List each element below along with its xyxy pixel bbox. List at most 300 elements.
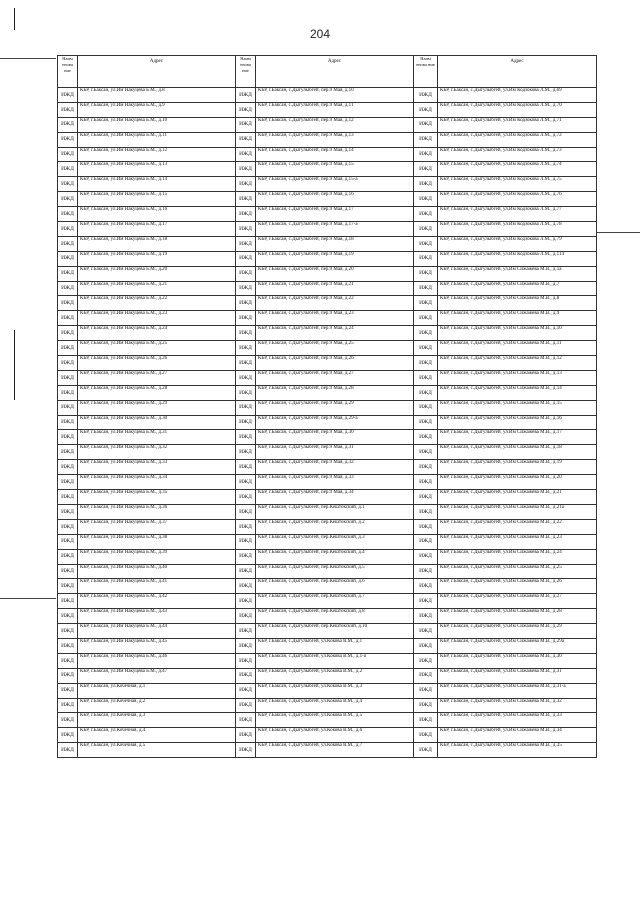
address-cell: КБР, г.Баксан, с.Дыгулыбгей, ул.Им Сижажева М.В., д.14 bbox=[438, 385, 597, 400]
address-cell: КБР, г.Баксан, ул.Им Накуцева Б.М., д.16 bbox=[78, 207, 236, 222]
table-body bbox=[58, 88, 597, 758]
address-cell: КБР, г.Баксан, с.Дыгулыбгей, пер.Кештокский, д.10 bbox=[256, 624, 414, 639]
address-cell: КБР, г.Баксан, ул.Им Накуцева Б.М., д.39 bbox=[78, 549, 236, 564]
building-type-cell: ИЖД bbox=[58, 624, 78, 639]
building-type-cell: ИЖД bbox=[414, 638, 438, 653]
table-row bbox=[58, 400, 597, 415]
column-header-address: Адрес bbox=[78, 56, 236, 88]
address-cell: КБР, г.Баксан, ул.Им Накуцева Б.М., д.44 bbox=[78, 624, 236, 639]
address-cell: КБР, г.Баксан, с.Дыгулыбгей, ул.Им Сижажева М.В., д.10 bbox=[438, 326, 597, 341]
address-cell: КБР, г.Баксан, ул.Кочечная, д.4 bbox=[78, 728, 236, 743]
building-type-cell: ИЖД bbox=[236, 400, 256, 415]
fold-line-left bbox=[0, 58, 56, 59]
building-type-cell: ИЖД bbox=[414, 266, 438, 281]
address-cell: КБР, г.Баксан, с.Дыгулыбгей, ул.Им Кодзокова Л.М., д.73 bbox=[438, 147, 597, 162]
table-row bbox=[58, 668, 597, 683]
building-type-cell: ИЖД bbox=[58, 251, 78, 266]
address-cell: КБР, г.Баксан, с.Дыгулыбгей, ул.Им Сижажева М.В., д.11 bbox=[438, 341, 597, 356]
address-cell: КБР, г.Баксан, ул.Им Накуцева Б.М., д.27 bbox=[78, 370, 236, 385]
building-type-cell: ИЖД bbox=[236, 698, 256, 713]
building-type-cell: ИЖД bbox=[58, 534, 78, 549]
address-cell: КБР, г.Баксан, ул.Им Накуцева Б.М., д.30 bbox=[78, 415, 236, 430]
fold-line-left-lower bbox=[0, 598, 56, 599]
building-type-cell: ИЖД bbox=[236, 88, 256, 103]
building-type-cell: ИЖД bbox=[414, 609, 438, 624]
address-cell: КБР, г.Баксан, с.Дыгулыбгей, ул.Им Сижажева М.В., д.30 bbox=[438, 653, 597, 668]
building-type-cell: ИЖД bbox=[236, 594, 256, 609]
address-cell: КБР, г.Баксан, с.Дыгулыбгей, ул.Им Сижажева М.В., д.29а bbox=[438, 638, 597, 653]
address-cell: КБР, г.Баксан, с.Дыгулыбгей, ул.Им Сижажева М.В., д.33 bbox=[438, 713, 597, 728]
building-type-cell: ИЖД bbox=[236, 326, 256, 341]
building-type-cell: ИЖД bbox=[414, 534, 438, 549]
table-row bbox=[58, 490, 597, 505]
address-cell: КБР, г.Баксан, ул.Им Накуцева Б.М., д.22 bbox=[78, 296, 236, 311]
building-type-cell: ИЖД bbox=[414, 430, 438, 445]
building-type-cell: ИЖД bbox=[58, 341, 78, 356]
table-row bbox=[58, 147, 597, 162]
table-row bbox=[58, 266, 597, 281]
building-type-cell: ИЖД bbox=[414, 147, 438, 162]
page-number: 204 bbox=[309, 27, 331, 41]
address-cell: КБР, г.Баксан, с.Дыгулыбгей, ул.Им Сижажева М.В., д.26 bbox=[438, 579, 597, 594]
building-type-cell: ИЖД bbox=[58, 609, 78, 624]
building-type-cell: ИЖД bbox=[236, 296, 256, 311]
building-type-cell: ИЖД bbox=[58, 162, 78, 177]
address-cell: КБР, г.Баксан, ул.Им Накуцева Б.М., д.13 bbox=[78, 162, 236, 177]
address-cell: КБР, г.Баксан, с.Дыгулыбгей, ул.Им Кодзокова Л.М., д.78 bbox=[438, 222, 597, 237]
table-row bbox=[58, 162, 597, 177]
building-type-cell: ИЖД bbox=[414, 698, 438, 713]
building-type-cell: ИЖД bbox=[236, 445, 256, 460]
address-cell: КБР, г.Баксан, ул.Им Накуцева Б.М., д.11 bbox=[78, 132, 236, 147]
building-type-cell: ИЖД bbox=[414, 281, 438, 296]
building-type-cell: ИЖД bbox=[58, 638, 78, 653]
address-cell: КБР, г.Баксан, ул.Им Накуцева Б.М., д.37 bbox=[78, 519, 236, 534]
address-cell: КБР, г.Баксан, с.Дыгулыбгей, ул.Им Сижажева М.В., д.17 bbox=[438, 430, 597, 445]
address-cell: КБР, г.Баксан, ул.Им Накуцева Б.М., д.43 bbox=[78, 609, 236, 624]
address-cell: КБР, г.Баксан, с.Дыгулыбгей, пер.Кештокский, д.5 bbox=[256, 564, 414, 579]
table-row bbox=[58, 415, 597, 430]
building-type-cell: ИЖД bbox=[58, 222, 78, 237]
address-cell: КБР, г.Баксан, с.Дыгулыбгей, ул.Им Кодзокова Л.М., д.77 bbox=[438, 207, 597, 222]
address-cell: КБР, г.Баксан, ул.Им Накуцева Б.М., д.23 bbox=[78, 311, 236, 326]
building-type-cell: ИЖД bbox=[236, 356, 256, 371]
table-row bbox=[58, 311, 597, 326]
building-type-cell: ИЖД bbox=[414, 207, 438, 222]
address-cell: КБР, г.Баксан, ул.Им Накуцева Б.М., д.12 bbox=[78, 147, 236, 162]
address-cell: КБР, г.Баксан, с.Дыгулыбгей, пер.Кештокский, д.3 bbox=[256, 534, 414, 549]
building-type-cell: ИЖД bbox=[58, 430, 78, 445]
building-type-cell: ИЖД bbox=[414, 549, 438, 564]
address-cell: КБР, г.Баксан, с.Дыгулыбгей, пер.9 Мая, д.34 bbox=[256, 490, 414, 505]
building-type-cell: ИЖД bbox=[236, 207, 256, 222]
address-cell: КБР, г.Баксан, ул.Им Накуцева Б.М., д.38 bbox=[78, 534, 236, 549]
address-cell: КБР, г.Баксан, с.Дыгулыбгей, пер.9 Мая, д.20 bbox=[256, 266, 414, 281]
address-cell: КБР, г.Баксан, с.Дыгулыбгей, ул.Им Сижажева М.В., д.21а bbox=[438, 504, 597, 519]
building-type-cell: ИЖД bbox=[236, 653, 256, 668]
address-cell: КБР, г.Баксан, с.Дыгулыбгей, ул.Им Сижажева М.В., д.27 bbox=[438, 594, 597, 609]
address-cell: КБР, г.Баксан, ул.Им Накуцева Б.М., д.35 bbox=[78, 490, 236, 505]
table-row bbox=[58, 251, 597, 266]
building-type-cell: ИЖД bbox=[58, 370, 78, 385]
scan-mark-left-edge bbox=[14, 330, 15, 400]
building-type-cell: ИЖД bbox=[236, 549, 256, 564]
building-type-cell: ИЖД bbox=[414, 356, 438, 371]
address-cell: КБР, г.Баксан, с.Дыгулыбгей, ул.Им Сижажева М.В., д.20 bbox=[438, 475, 597, 490]
address-cell: КБР, г.Баксан, с.Дыгулыбгей, ул.Им Сижажева М.В., д.32 bbox=[438, 698, 597, 713]
address-cell: КБР, г.Баксан, ул.Им Накуцева Б.М., д.40 bbox=[78, 564, 236, 579]
address-cell: КБР, г.Баксан, ул.Им Накуцева Б.М., д.25 bbox=[78, 341, 236, 356]
address-cell: КБР, г.Баксан, ул.Им Накуцева Б.М., д.45 bbox=[78, 638, 236, 653]
address-cell: КБР, г.Баксан, с.Дыгулыбгей, ул.Кокова В.М., д.5 bbox=[256, 713, 414, 728]
address-cell: КБР, г.Баксан, с.Дыгулыбгей, пер.9 Мая, д.29 bbox=[256, 400, 414, 415]
building-type-cell: ИЖД bbox=[236, 192, 256, 207]
address-cell: КБР, г.Баксан, ул.Им Накуцева Б.М., д.19 bbox=[78, 251, 236, 266]
building-type-cell: ИЖД bbox=[414, 326, 438, 341]
address-cell: КБР, г.Баксан, с.Дыгулыбгей, пер.9 Мая, д.23 bbox=[256, 311, 414, 326]
building-type-cell: ИЖД bbox=[236, 281, 256, 296]
building-type-cell: ИЖД bbox=[58, 356, 78, 371]
address-cell: КБР, г.Баксан, с.Дыгулыбгей, ул.Им Кодзокова Л.М., д.72 bbox=[438, 132, 597, 147]
building-type-cell: ИЖД bbox=[414, 579, 438, 594]
address-cell: КБР, г.Баксан, с.Дыгулыбгей, пер.9 Мая, д.32 bbox=[256, 460, 414, 475]
address-cell: КБР, г.Баксан, с.Дыгулыбгей, ул.Им Сижажева М.В., д.28 bbox=[438, 609, 597, 624]
table-row bbox=[58, 430, 597, 445]
address-cell: КБР, г.Баксан, с.Дыгулыбгей, ул.Кокова В.М., д.3 bbox=[256, 683, 414, 698]
building-type-cell: ИЖД bbox=[414, 475, 438, 490]
address-cell: КБР, г.Баксан, с.Дыгулыбгей, пер.9 Мая, д.24 bbox=[256, 326, 414, 341]
building-type-cell: ИЖД bbox=[58, 207, 78, 222]
building-type-cell: ИЖД bbox=[236, 624, 256, 639]
building-type-cell: ИЖД bbox=[58, 504, 78, 519]
table-row bbox=[58, 445, 597, 460]
table-row bbox=[58, 638, 597, 653]
address-cell: КБР, г.Баксан, с.Дыгулыбгей, пер.Кештокский, д.1 bbox=[256, 504, 414, 519]
address-cell: КБР, г.Баксан, с.Дыгулыбгей, ул.Им Сижажева М.В., д.23 bbox=[438, 534, 597, 549]
building-type-cell: ИЖД bbox=[236, 519, 256, 534]
building-type-cell: ИЖД bbox=[58, 385, 78, 400]
column-header-address: Адрес bbox=[256, 56, 414, 88]
building-type-cell: ИЖД bbox=[58, 594, 78, 609]
building-type-cell: ИЖД bbox=[58, 445, 78, 460]
table-row bbox=[58, 192, 597, 207]
building-type-cell: ИЖД bbox=[58, 713, 78, 728]
building-type-cell: ИЖД bbox=[236, 609, 256, 624]
column-header-type: Наим енова ние bbox=[58, 56, 78, 88]
address-cell: КБР, г.Баксан, с.Дыгулыбгей, пер.Кештокский, д.2 bbox=[256, 519, 414, 534]
table-row bbox=[58, 624, 597, 639]
building-type-cell: ИЖД bbox=[414, 668, 438, 683]
table-row bbox=[58, 207, 597, 222]
address-cell: КБР, г.Баксан, с.Дыгулыбгей, пер.9 Мая, д.11 bbox=[256, 102, 414, 117]
building-type-cell: ИЖД bbox=[236, 385, 256, 400]
address-cell: КБР, г.Баксан, с.Дыгулыбгей, пер.9 Мая, д.22 bbox=[256, 296, 414, 311]
building-type-cell: ИЖД bbox=[414, 311, 438, 326]
address-cell: КБР, г.Баксан, ул.Им Накуцева Б.М., д.9 bbox=[78, 102, 236, 117]
table-row bbox=[58, 504, 597, 519]
address-cell: КБР, г.Баксан, с.Дыгулыбгей, ул.Им Сижажева М.В., д.13 bbox=[438, 370, 597, 385]
table-row bbox=[58, 296, 597, 311]
building-type-cell: ИЖД bbox=[236, 341, 256, 356]
building-type-cell: ИЖД bbox=[414, 222, 438, 237]
building-type-cell: ИЖД bbox=[58, 102, 78, 117]
address-cell: КБР, г.Баксан, с.Дыгулыбгей, пер.9 Мая, д.29-а bbox=[256, 415, 414, 430]
address-cell: КБР, г.Баксан, с.Дыгулыбгей, ул.Им Сижажева М.В., д.18 bbox=[438, 445, 597, 460]
table-row bbox=[58, 549, 597, 564]
address-cell: КБР, г.Баксан, с.Дыгулыбгей, ул.Им Кодзокова Л.М., д.79 bbox=[438, 236, 597, 251]
building-type-cell: ИЖД bbox=[58, 296, 78, 311]
address-cell: КБР, г.Баксан, ул.Кочечная, д.1 bbox=[78, 683, 236, 698]
building-type-cell: ИЖД bbox=[236, 415, 256, 430]
building-type-cell: ИЖД bbox=[236, 579, 256, 594]
building-type-cell: ИЖД bbox=[58, 743, 78, 758]
address-cell: КБР, г.Баксан, с.Дыгулыбгей, ул.Им Сижажева М.В., д.24 bbox=[438, 549, 597, 564]
building-type-cell: ИЖД bbox=[236, 475, 256, 490]
address-cell: КБР, г.Баксан, ул.Им Накуцева Б.М., д.34 bbox=[78, 475, 236, 490]
address-cell: КБР, г.Баксан, с.Дыгулыбгей, ул.Им Сижажева М.В., д.35 bbox=[438, 743, 597, 758]
building-type-cell: ИЖД bbox=[414, 743, 438, 758]
address-cell: КБР, г.Баксан, с.Дыгулыбгей, ул.Им Сижажева М.В., д.16 bbox=[438, 415, 597, 430]
building-type-cell: ИЖД bbox=[58, 549, 78, 564]
table-row bbox=[58, 653, 597, 668]
table-row bbox=[58, 609, 597, 624]
building-type-cell: ИЖД bbox=[414, 236, 438, 251]
address-cell: КБР, г.Баксан, с.Дыгулыбгей, ул.Им Кодзокова Л.М., д.114 bbox=[438, 251, 597, 266]
table-row bbox=[58, 594, 597, 609]
building-type-cell: ИЖД bbox=[58, 400, 78, 415]
address-cell: КБР, г.Баксан, с.Дыгулыбгей, ул.Кокова В.М., д.6 bbox=[256, 728, 414, 743]
address-cell: КБР, г.Баксан, с.Дыгулыбгей, пер.9 Мая, д.10 bbox=[256, 88, 414, 103]
address-cell: КБР, г.Баксан, с.Дыгулыбгей, пер.9 Мая, д.15 bbox=[256, 162, 414, 177]
address-cell: КБР, г.Баксан, с.Дыгулыбгей, пер.9 Мая, д.17-а bbox=[256, 222, 414, 237]
table-row bbox=[58, 132, 597, 147]
address-cell: КБР, г.Баксан, ул.Им Накуцева Б.М., д.31 bbox=[78, 430, 236, 445]
building-type-cell: ИЖД bbox=[236, 236, 256, 251]
address-cell: КБР, г.Баксан, с.Дыгулыбгей, пер.9 Мая, д.26 bbox=[256, 356, 414, 371]
address-cell: КБР, г.Баксан, с.Дыгулыбгей, пер.Кештокский, д.4 bbox=[256, 549, 414, 564]
address-cell: КБР, г.Баксан, ул.Им Накуцева Б.М., д.42 bbox=[78, 594, 236, 609]
building-type-cell: ИЖД bbox=[58, 490, 78, 505]
address-cell: КБР, г.Баксан, с.Дыгулыбгей, ул.Им Кодзокова Л.М., д.76 bbox=[438, 192, 597, 207]
address-cell: КБР, г.Баксан, с.Дыгулыбгей, ул.Кокова В.М., д.1-а bbox=[256, 653, 414, 668]
address-cell: КБР, г.Баксан, ул.Кочечная, д.3 bbox=[78, 713, 236, 728]
building-type-cell: ИЖД bbox=[236, 668, 256, 683]
building-type-cell: ИЖД bbox=[414, 504, 438, 519]
building-type-cell: ИЖД bbox=[414, 341, 438, 356]
address-cell: КБР, г.Баксан, с.Дыгулыбгей, ул.Им Кодзокова Л.М., д.71 bbox=[438, 117, 597, 132]
building-type-cell: ИЖД bbox=[58, 192, 78, 207]
building-type-cell: ИЖД bbox=[414, 370, 438, 385]
building-type-cell: ИЖД bbox=[414, 296, 438, 311]
building-type-cell: ИЖД bbox=[58, 266, 78, 281]
building-type-cell: ИЖД bbox=[236, 177, 256, 192]
table-row bbox=[58, 475, 597, 490]
address-cell: КБР, г.Баксан, с.Дыгулыбгей, ул.Им Сижажева М.В., д.31-а bbox=[438, 683, 597, 698]
building-type-cell: ИЖД bbox=[414, 460, 438, 475]
address-cell: КБР, г.Баксан, с.Дыгулыбгей, ул.Им Сижажева М.В., д.1а bbox=[438, 266, 597, 281]
table-row bbox=[58, 370, 597, 385]
address-cell: КБР, г.Баксан, с.Дыгулыбгей, ул.Им Сижажева М.В., д.7 bbox=[438, 281, 597, 296]
table-row bbox=[58, 102, 597, 117]
table-row bbox=[58, 460, 597, 475]
building-type-cell: ИЖД bbox=[58, 147, 78, 162]
address-cell: КБР, г.Баксан, с.Дыгулыбгей, ул.Кокова В.М., д.7 bbox=[256, 743, 414, 758]
address-cell: КБР, г.Баксан, с.Дыгулыбгей, пер.9 Мая, д.14 bbox=[256, 147, 414, 162]
building-type-cell: ИЖД bbox=[236, 147, 256, 162]
building-type-cell: ИЖД bbox=[236, 117, 256, 132]
table-row bbox=[58, 564, 597, 579]
building-type-cell: ИЖД bbox=[58, 236, 78, 251]
address-cell: КБР, г.Баксан, с.Дыгулыбгей, ул.Им Сижажева М.В., д.34 bbox=[438, 728, 597, 743]
address-cell: КБР, г.Баксан, с.Дыгулыбгей, ул.Им Сижажева М.В., д.12 bbox=[438, 356, 597, 371]
building-type-cell: ИЖД bbox=[414, 102, 438, 117]
table-row bbox=[58, 88, 597, 103]
table-row bbox=[58, 341, 597, 356]
table-row bbox=[58, 698, 597, 713]
building-type-cell: ИЖД bbox=[236, 564, 256, 579]
table-row bbox=[58, 683, 597, 698]
address-cell: КБР, г.Баксан, с.Дыгулыбгей, ул.Им Сижажева М.В., д.25 bbox=[438, 564, 597, 579]
table-row bbox=[58, 326, 597, 341]
table-row bbox=[58, 222, 597, 237]
address-cell: КБР, г.Баксан, с.Дыгулыбгей, ул.Им Кодзокова Л.М., д.74 bbox=[438, 162, 597, 177]
address-cell: КБР, г.Баксан, с.Дыгулыбгей, пер.9 Мая, д.17 bbox=[256, 207, 414, 222]
building-type-cell: ИЖД bbox=[58, 698, 78, 713]
address-cell: КБР, г.Баксан, ул.Им Накуцева Б.М., д.10 bbox=[78, 117, 236, 132]
address-cell: КБР, г.Баксан, ул.Им Накуцева Б.М., д.8 bbox=[78, 88, 236, 103]
column-header-type: Наим енова ние bbox=[236, 56, 256, 88]
building-type-cell: ИЖД bbox=[236, 534, 256, 549]
building-type-cell: ИЖД bbox=[58, 326, 78, 341]
address-cell: КБР, г.Баксан, с.Дыгулыбгей, пер.9 Мая, д.30 bbox=[256, 430, 414, 445]
building-type-cell: ИЖД bbox=[236, 311, 256, 326]
address-cell: КБР, г.Баксан, с.Дыгулыбгей, ул.Им Сижажева М.В., д.19 bbox=[438, 460, 597, 475]
address-cell: КБР, г.Баксан, с.Дыгулыбгей, пер.9 Мая, д.33 bbox=[256, 475, 414, 490]
address-cell: КБР, г.Баксан, с.Дыгулыбгей, пер.9 Мая, д.18 bbox=[256, 236, 414, 251]
building-type-cell: ИЖД bbox=[236, 132, 256, 147]
table-row bbox=[58, 579, 597, 594]
building-type-cell: ИЖД bbox=[58, 475, 78, 490]
building-type-cell: ИЖД bbox=[414, 624, 438, 639]
address-cell: КБР, г.Баксан, с.Дыгулыбгей, ул.Кокова В.М., д.2 bbox=[256, 668, 414, 683]
address-cell: КБР, г.Баксан, ул.Им Накуцева Б.М., д.18 bbox=[78, 236, 236, 251]
table-row bbox=[58, 519, 597, 534]
address-cell: КБР, г.Баксан, с.Дыгулыбгей, пер.9 Мая, д.25 bbox=[256, 341, 414, 356]
table-row bbox=[58, 713, 597, 728]
building-type-cell: ИЖД bbox=[236, 638, 256, 653]
address-cell: КБР, г.Баксан, с.Дыгулыбгей, ул.Им Сижажева М.В., д.21 bbox=[438, 490, 597, 505]
table-row bbox=[58, 728, 597, 743]
building-type-cell: ИЖД bbox=[414, 713, 438, 728]
address-cell: КБР, г.Баксан, с.Дыгулыбгей, пер.9 Мая, д.12 bbox=[256, 117, 414, 132]
address-cell: КБР, г.Баксан, ул.Им Накуцева Б.М., д.14 bbox=[78, 177, 236, 192]
address-cell: КБР, г.Баксан, ул.Им Накуцева Б.М., д.47 bbox=[78, 668, 236, 683]
address-cell: КБР, г.Баксан, с.Дыгулыбгей, ул.Им Сижажева М.В., д.31 bbox=[438, 668, 597, 683]
address-cell: КБР, г.Баксан, с.Дыгулыбгей, пер.9 Мая, д.16 bbox=[256, 192, 414, 207]
building-type-cell: ИЖД bbox=[58, 728, 78, 743]
building-type-cell: ИЖД bbox=[58, 579, 78, 594]
building-type-cell: ИЖД bbox=[236, 370, 256, 385]
building-type-cell: ИЖД bbox=[414, 594, 438, 609]
address-cell: КБР, г.Баксан, с.Дыгулыбгей, пер.9 Мая, д.15-а bbox=[256, 177, 414, 192]
building-type-cell: ИЖД bbox=[58, 177, 78, 192]
address-cell: КБР, г.Баксан, ул.Кочечная, д.5 bbox=[78, 743, 236, 758]
address-cell: КБР, г.Баксан, с.Дыгулыбгей, пер.9 Мая, д.28 bbox=[256, 385, 414, 400]
building-type-cell: ИЖД bbox=[414, 490, 438, 505]
table-row bbox=[58, 177, 597, 192]
building-type-cell: ИЖД bbox=[58, 281, 78, 296]
column-header-address: Адрес bbox=[438, 56, 597, 88]
column-header-type: Наим енова ние bbox=[414, 56, 438, 88]
address-cell: КБР, г.Баксан, с.Дыгулыбгей, ул.Им Сижажева М.В., д.22 bbox=[438, 519, 597, 534]
address-cell: КБР, г.Баксан, ул.Им Накуцева Б.М., д.41 bbox=[78, 579, 236, 594]
address-cell: КБР, г.Баксан, с.Дыгулыбгей, пер.Кештокский, д.7 bbox=[256, 594, 414, 609]
address-cell: КБР, г.Баксан, ул.Им Накуцева Б.М., д.21 bbox=[78, 281, 236, 296]
building-type-cell: ИЖД bbox=[58, 132, 78, 147]
building-type-cell: ИЖД bbox=[414, 519, 438, 534]
building-type-cell: ИЖД bbox=[58, 519, 78, 534]
address-cell: КБР, г.Баксан, с.Дыгулыбгей, пер.9 Мая, д.31 bbox=[256, 445, 414, 460]
building-type-cell: ИЖД bbox=[236, 162, 256, 177]
address-cell: КБР, г.Баксан, с.Дыгулыбгей, ул.Кокова В.М., д.1 bbox=[256, 638, 414, 653]
address-cell: КБР, г.Баксан, с.Дыгулыбгей, ул.Им Сижажева М.В., д.9 bbox=[438, 311, 597, 326]
address-cell: КБР, г.Баксан, ул.Им Накуцева Б.М., д.17 bbox=[78, 222, 236, 237]
address-cell: КБР, г.Баксан, ул.Им Накуцева Б.М., д.33 bbox=[78, 460, 236, 475]
building-type-cell: ИЖД bbox=[414, 162, 438, 177]
address-cell: КБР, г.Баксан, с.Дыгулыбгей, ул.Кокова В.М., д.4 bbox=[256, 698, 414, 713]
address-cell: КБР, г.Баксан, ул.Кочечная, д.2 bbox=[78, 698, 236, 713]
address-cell: КБР, г.Баксан, ул.Им Накуцева Б.М., д.24 bbox=[78, 326, 236, 341]
address-cell: КБР, г.Баксан, с.Дыгулыбгей, ул.Им Сижажева М.В., д.29 bbox=[438, 624, 597, 639]
building-type-cell: ИЖД bbox=[414, 400, 438, 415]
building-type-cell: ИЖД bbox=[414, 564, 438, 579]
building-type-cell: ИЖД bbox=[414, 385, 438, 400]
building-type-cell: ИЖД bbox=[58, 415, 78, 430]
building-type-cell: ИЖД bbox=[236, 460, 256, 475]
building-type-cell: ИЖД bbox=[414, 177, 438, 192]
building-type-cell: ИЖД bbox=[236, 728, 256, 743]
address-cell: КБР, г.Баксан, с.Дыгулыбгей, пер.9 Мая, д.21 bbox=[256, 281, 414, 296]
building-type-cell: ИЖД bbox=[414, 653, 438, 668]
address-table bbox=[57, 55, 597, 758]
building-type-cell: ИЖД bbox=[58, 117, 78, 132]
building-type-cell: ИЖД bbox=[236, 251, 256, 266]
building-type-cell: ИЖД bbox=[236, 266, 256, 281]
building-type-cell: ИЖД bbox=[58, 653, 78, 668]
building-type-cell: ИЖД bbox=[58, 564, 78, 579]
address-cell: КБР, г.Баксан, ул.Им Накуцева Б.М., д.46 bbox=[78, 653, 236, 668]
building-type-cell: ИЖД bbox=[236, 504, 256, 519]
building-type-cell: ИЖД bbox=[414, 728, 438, 743]
building-type-cell: ИЖД bbox=[414, 445, 438, 460]
building-type-cell: ИЖД bbox=[236, 490, 256, 505]
address-cell: КБР, г.Баксан, ул.Им Накуцева Б.М., д.15 bbox=[78, 192, 236, 207]
address-cell: КБР, г.Баксан, ул.Им Накуцева Б.М., д.36 bbox=[78, 504, 236, 519]
address-cell: КБР, г.Баксан, ул.Им Накуцева Б.М., д.28 bbox=[78, 385, 236, 400]
building-type-cell: ИЖД bbox=[58, 88, 78, 103]
address-cell: КБР, г.Баксан, с.Дыгулыбгей, ул.Им Кодзокова Л.М., д.69 bbox=[438, 88, 597, 103]
address-cell: КБР, г.Баксан, с.Дыгулыбгей, пер.9 Мая, д.19 bbox=[256, 251, 414, 266]
building-type-cell: ИЖД bbox=[414, 192, 438, 207]
building-type-cell: ИЖД bbox=[236, 683, 256, 698]
building-type-cell: ИЖД bbox=[236, 743, 256, 758]
building-type-cell: ИЖД bbox=[58, 668, 78, 683]
fold-line-right bbox=[596, 232, 640, 233]
address-cell: КБР, г.Баксан, с.Дыгулыбгей, пер.Кештокский, д.8 bbox=[256, 609, 414, 624]
building-type-cell: ИЖД bbox=[58, 311, 78, 326]
building-type-cell: ИЖД bbox=[414, 132, 438, 147]
building-type-cell: ИЖД bbox=[236, 430, 256, 445]
